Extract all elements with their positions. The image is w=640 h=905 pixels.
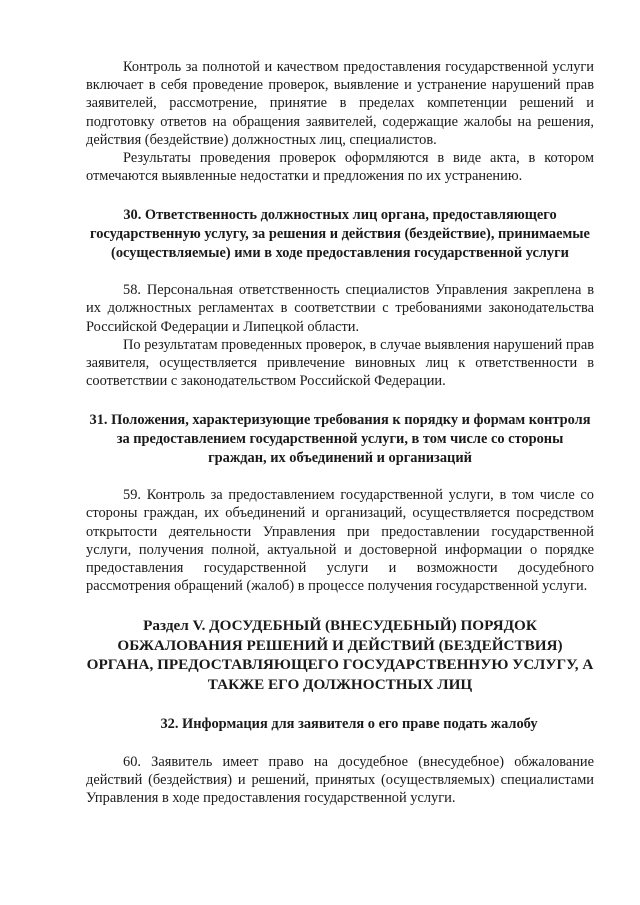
paragraph-control-scope: Контроль за полнотой и качеством предоставления государственной услуги включает в себя проведение проверок, выявление и устранение нарушений прав заявителей, рассмотрение, принятие в пределах компетенции решений и подготовку ответов на обращения заявителей, содержащие жалобы на решения, действия (бездействие) должностных лиц, специалистов. (86, 59, 594, 148)
document-page (86, 58, 594, 807)
paragraph-59: 59. Контроль за предоставлением государственной услуги, в том числе со стороны граждан, их объединений и организаций, осуществляется посредством открытости деятельности Управления при предоставлении государственной услуги, получения полной, актуальной и достоверной информации о порядке предоставления государственной услуги и возможности досудебного рассмотрения обращений (жалоб) в процессе получения государственной услуги. (86, 487, 594, 595)
paragraph-58: 58. Персональная ответственность специалистов Управления закреплена в их должностных регламентах в соответствии с требованиями законодательства Российской Федерации и Липецкой области. (86, 282, 594, 335)
heading-section-31: 31. Положения, характеризующие требования к порядку и формам контроля за предоставлением государственной услуги, в том числе со стороны граждан, их объединений и организаций (89, 412, 591, 466)
heading-section-32: 32. Информация для заявителя о его праве подать жалобу (160, 716, 538, 733)
paragraph-58-violations: По результатам проведенных проверок, в случае выявления нарушений прав заявителя, осуществляется привлечение виновных лиц к ответственности в соответствии с законодательством Российской Федерации. (86, 336, 594, 390)
paragraph-inspection-results: Результаты проведения проверок оформляются в виде акта, в котором отмечаются выявленные недостатки и предложения по их устранению. (86, 150, 594, 185)
section-5-title: Раздел V. ДОСУДЕБНЫЙ (ВНЕСУДЕБНЫЙ) ПОРЯДОК ОБЖАЛОВАНИЯ РЕШЕНИЙ И ДЕЙСТВИЙ (БЕЗДЕЙСТВИЯ) ОРГАНА, ПРЕДОСТАВЛЯЮЩЕГО ГОСУДАРСТВЕННУЮ УСЛУГУ, А ТАКЖЕ ЕГО ДОЛЖНОСТНЫХ ЛИЦ (86, 617, 594, 693)
heading-section-30: 30. Ответственность должностных лиц органа, предоставляющего государственную услугу, за решения и действия (бездействие), принимаемые (осуществляемые) ими в ходе предоставления государственной услуги (90, 207, 590, 261)
paragraph-60: 60. Заявитель имеет право на досудебное (внесудебное) обжалование действий (бездействия) и решений, принятых (осуществляемых) специалистами Управления в ходе предоставления государственной услуги. (86, 753, 594, 807)
